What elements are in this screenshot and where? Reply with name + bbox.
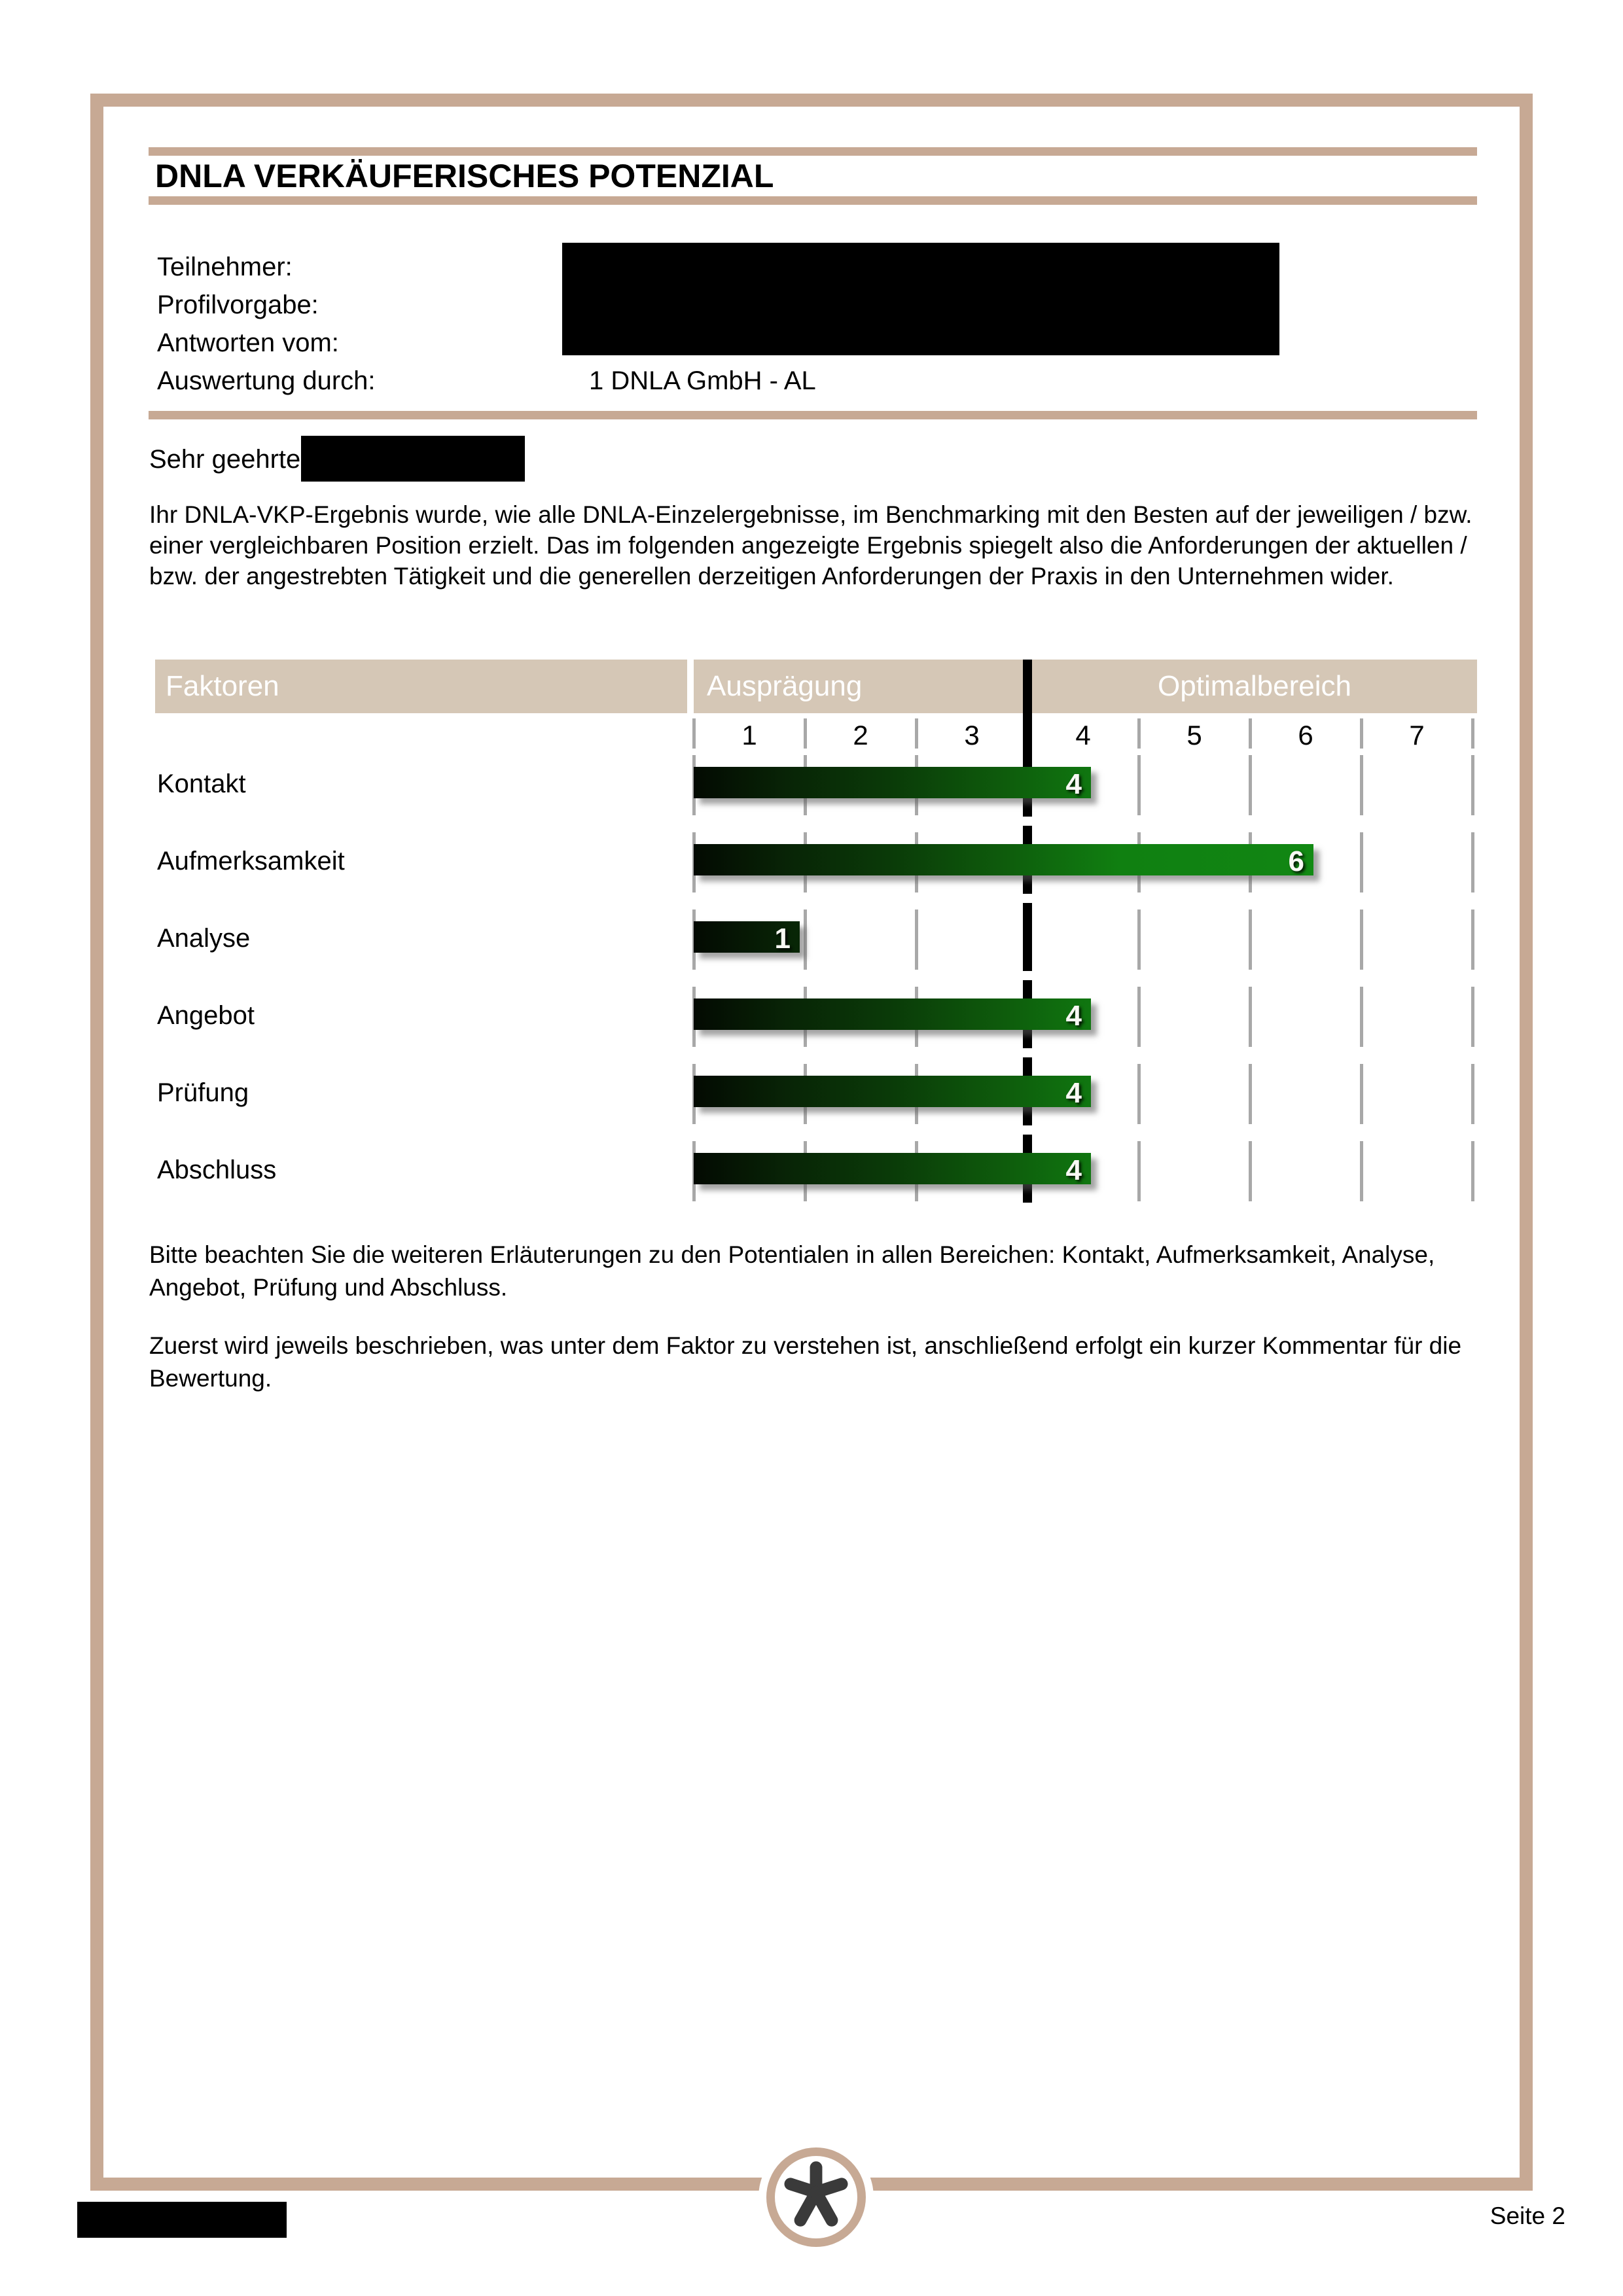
chart-header-expression: Ausprägung <box>694 660 1023 713</box>
grid-line <box>1471 1064 1474 1124</box>
scale-tick-line <box>1249 718 1252 749</box>
scale-tick-label-4: 4 <box>1075 720 1091 751</box>
scale-tick-label-5: 5 <box>1186 720 1202 751</box>
grid-line <box>1360 910 1363 970</box>
grid-line <box>1360 987 1363 1047</box>
grid-line <box>1471 755 1474 815</box>
optimal-divider-line <box>1023 713 1032 754</box>
factor-label-aufmerksamkeit: Aufmerksamkeit <box>157 847 345 875</box>
factor-label-prüfung: Prüfung <box>157 1078 249 1107</box>
optimal-divider-line <box>1023 903 1032 971</box>
bar-value-label: 4 <box>1065 1000 1082 1032</box>
bar-value-label: 6 <box>1288 845 1304 877</box>
page-title: DNLA VERKÄUFERISCHES POTENZIAL <box>155 158 774 194</box>
factor-label-analyse: Analyse <box>157 924 251 953</box>
asterisk-logo-icon <box>766 2147 866 2247</box>
grid-line <box>1249 755 1252 815</box>
grid-line <box>1360 832 1363 892</box>
asterisk-icon <box>775 2156 857 2238</box>
note-paragraph-1: Bitte beachten Sie die weiteren Erläuterungen zu den Potentialen in allen Bereichen: Kontakt, Aufmerksamkeit, Analyse, Angebot, Prüfung und Abschluss. <box>149 1241 1435 1301</box>
bar-value-label: 4 <box>1065 1154 1082 1186</box>
value-bar-aufmerksamkeit <box>694 844 1313 875</box>
grid-line <box>1137 1064 1141 1124</box>
chart-header-divider <box>1023 660 1032 713</box>
field-label-0: Teilnehmer: <box>157 253 293 281</box>
grid-line <box>1471 832 1474 892</box>
bar-value-label: 1 <box>774 923 791 955</box>
field-label-3: Auswertung durch: <box>157 366 376 395</box>
potential-bar-chart <box>155 660 1477 1204</box>
intro-paragraph: Ihr DNLA-VKP-Ergebnis wurde, wie alle DNLA-Einzelergebnisse, im Benchmarking mit den Besten auf der jeweiligen / bzw. einer vergleichbaren Position erzielt. Das im folgenden angezeigte Ergebnis spiegelt also die Anforderungen der aktuellen / bzw. der angestrebten Tätigkeit und die generellen derzeitigen Anforderungen der Praxis in den Unternehmen wider. <box>149 501 1472 590</box>
grid-line <box>804 910 807 970</box>
grid-line <box>1137 910 1141 970</box>
title-rule-bottom <box>149 196 1477 205</box>
grid-line <box>1360 1064 1363 1124</box>
grid-line <box>915 910 918 970</box>
scale-tick-line <box>692 718 696 749</box>
scale-tick-line <box>1137 718 1141 749</box>
grid-line <box>1249 1141 1252 1201</box>
value-bar-prüfung <box>694 1076 1091 1107</box>
grid-line <box>1471 987 1474 1047</box>
grid-line <box>1249 1064 1252 1124</box>
factor-label-abschluss: Abschluss <box>157 1156 277 1184</box>
grid-line <box>1360 755 1363 815</box>
grid-line <box>1249 987 1252 1047</box>
factor-label-angebot: Angebot <box>157 1001 255 1030</box>
bar-value-label: 4 <box>1065 1077 1082 1109</box>
redaction-box-footer <box>77 2202 287 2238</box>
scale-tick-label-2: 2 <box>853 720 868 751</box>
grid-line <box>1471 910 1474 970</box>
greeting-text: Sehr geehrte <box>149 445 301 474</box>
field-label-1: Profilvorgabe: <box>157 291 319 319</box>
grid-line <box>1249 910 1252 970</box>
value-bar-analyse <box>694 921 800 953</box>
field-value-3: 1 DNLA GmbH - AL <box>589 366 816 395</box>
value-bar-abschluss <box>694 1153 1091 1184</box>
chart-header-optimal: Optimalbereich <box>1032 660 1477 713</box>
page-number: Seite 2 <box>1489 2202 1565 2229</box>
scale-tick-line <box>804 718 807 749</box>
scale-tick-label-1: 1 <box>741 720 757 751</box>
field-label-2: Antworten vom: <box>157 328 339 357</box>
grid-line <box>1137 1141 1141 1201</box>
grid-line <box>1471 1141 1474 1201</box>
value-bar-kontakt <box>694 767 1091 798</box>
section-rule <box>149 411 1477 419</box>
title-rule-top <box>149 147 1477 156</box>
grid-line <box>1137 987 1141 1047</box>
note-paragraph-2: Zuerst wird jeweils beschrieben, was unter dem Faktor zu verstehen ist, anschließend erfolgt ein kurzer Kommentar für die Bewertung. <box>149 1332 1462 1392</box>
bar-value-label: 4 <box>1065 768 1082 800</box>
grid-line <box>1137 755 1141 815</box>
scale-tick-label-7: 7 <box>1409 720 1425 751</box>
value-bar-angebot <box>694 998 1091 1030</box>
grid-line <box>1360 1141 1363 1201</box>
scale-tick-line <box>1471 718 1474 749</box>
factor-label-kontakt: Kontakt <box>157 769 246 798</box>
redaction-box-participant <box>562 243 1279 355</box>
scale-tick-line <box>915 718 918 749</box>
redaction-box-name <box>301 436 525 482</box>
scale-tick-label-6: 6 <box>1298 720 1313 751</box>
scale-tick-line <box>1360 718 1363 749</box>
chart-header-factors: Faktoren <box>155 660 687 713</box>
scale-tick-label-3: 3 <box>964 720 980 751</box>
